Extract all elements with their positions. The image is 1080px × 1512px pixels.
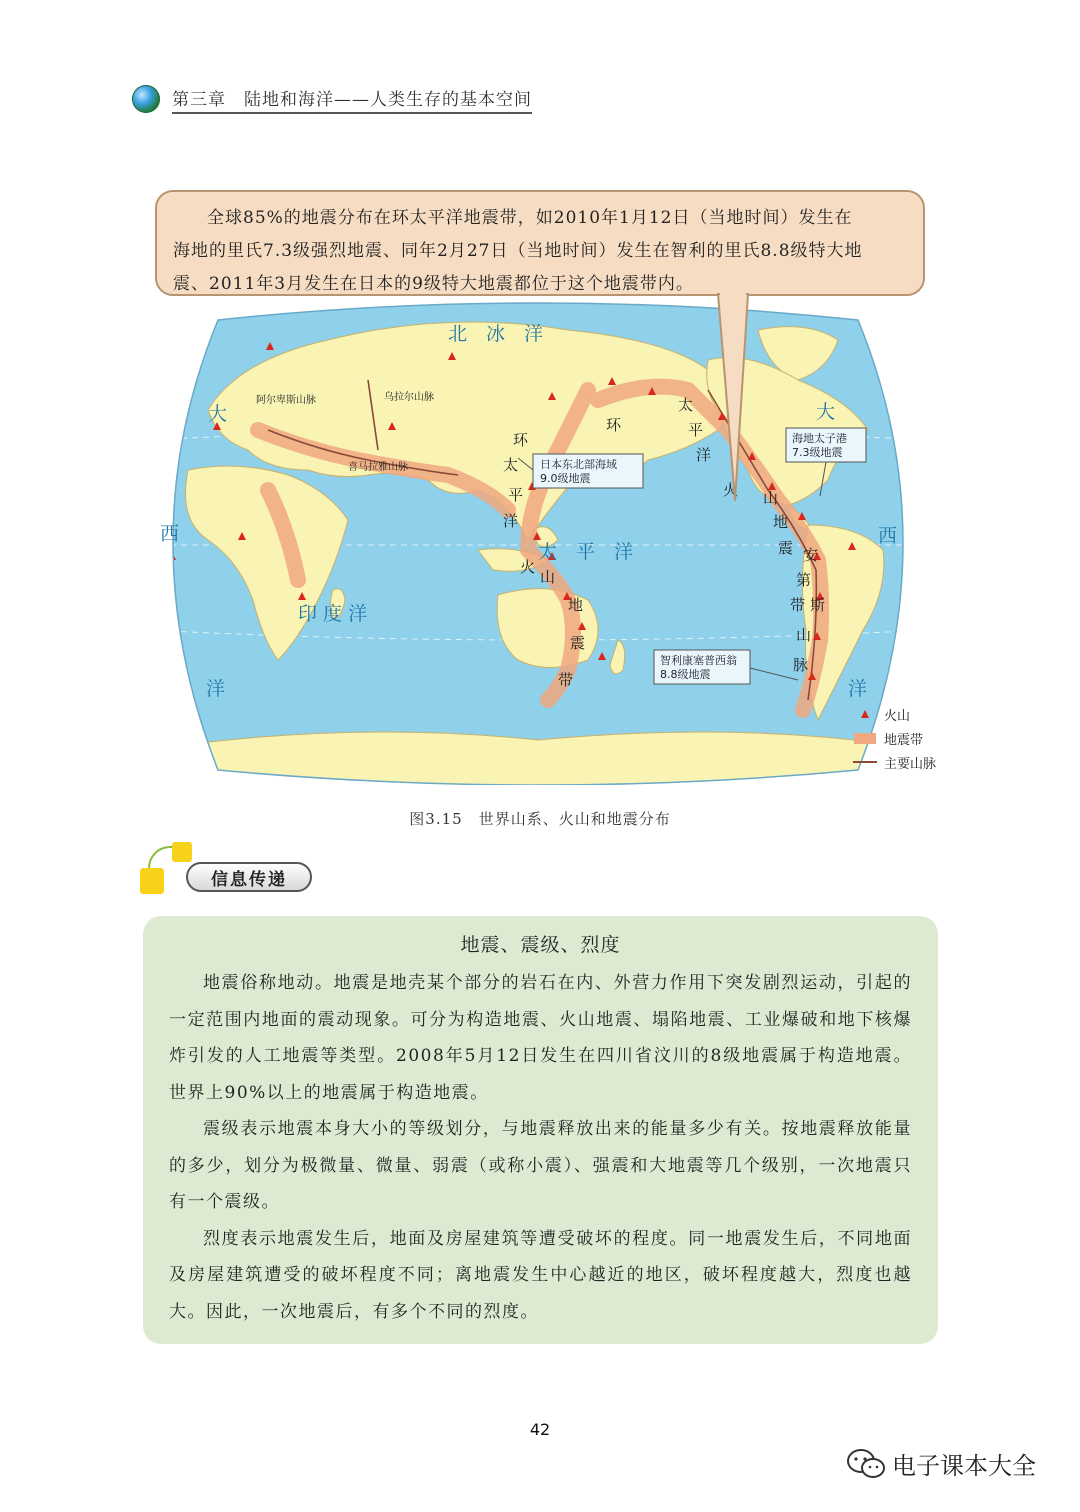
figure-caption: 图3.15 世界山系、火山和地震分布: [409, 810, 671, 828]
legend-mountain-label: 主要山脉: [884, 756, 937, 772]
callout-line: 海地的里氏7.3级强烈地震、同年2月27日（当地时间）发生在智利的里氏8.8级特大地: [173, 241, 863, 261]
chapter-title: 第三章 陆地和海洋——人类生存的基本空间: [172, 85, 532, 114]
yellow-square-icon: [140, 868, 164, 894]
belt-swatch-icon: [854, 733, 876, 744]
event-japan-line2: 9.0级地震: [540, 472, 591, 485]
page-number: 42: [529, 1420, 551, 1439]
mountain-line-icon: [853, 761, 877, 763]
belt-label-w: 太: [503, 456, 519, 474]
ural-label: 乌拉尔山脉: [384, 392, 434, 403]
info-section-label: [140, 840, 330, 900]
legend-volcano-label: 火山: [884, 708, 911, 724]
belt-label-w: 洋: [503, 512, 519, 530]
map-label-arctic: 北 冰 洋: [448, 323, 544, 345]
belt-label-e: 地: [773, 513, 789, 531]
legend-volcano: [852, 702, 962, 726]
himalaya-label: 喜马拉雅山脉: [348, 462, 408, 473]
event-haiti-line2: 7.3级地震: [792, 446, 843, 459]
info-paragraph: 震级表示地震本身大小的等级划分，与地震释放出来的能量多少有关。按地震释放能量的多少，划分为极微量、微量、弱震（或称小震）、强震和大地震等几个级别，一次地震只有一个震级。: [169, 1119, 912, 1212]
belt-label-w: 环: [513, 431, 529, 449]
belt-label-w: 平: [508, 486, 524, 504]
legend-belt-label: 地震带: [884, 732, 924, 748]
legend-mountain: [852, 750, 962, 774]
info-label-pill: 信息传递: [186, 862, 312, 892]
map-label-atlantic-e-1: 大: [816, 401, 836, 423]
andes-label: 山: [796, 626, 812, 644]
info-title: 地震、震级、烈度: [460, 934, 621, 956]
belt-label-e: 带: [790, 596, 806, 614]
andes-label: 第: [796, 571, 812, 589]
info-paragraph: 烈度表示地震发生后，地面及房屋建筑等遭受破坏的程度。同一地震发生后，不同地面及房屋建筑遭受的破坏程度不同；离地震发生中心越近的地区，破坏程度越大，烈度也越大。因此，一次地震后，有多个不同的烈度。: [169, 1228, 912, 1322]
belt-label-e: 洋: [696, 446, 712, 464]
andes-label: 斯: [810, 596, 826, 614]
event-chile-line2: 8.8级地震: [660, 668, 711, 681]
belt-label-w: 地: [568, 596, 584, 614]
chat-bubble-icon: [846, 1448, 886, 1480]
belt-label-e: 平: [688, 421, 704, 439]
belt-label-e: 震: [778, 539, 794, 557]
andes-label: 脉: [793, 656, 809, 674]
belt-label-e: 火: [723, 481, 739, 499]
map-label-atlantic-n-2: 西: [160, 523, 180, 545]
map-label-pacific: 太 平 洋: [538, 541, 634, 563]
watermark: [846, 1446, 1036, 1481]
map-label-indian: 印 度 洋: [298, 603, 368, 625]
belt-label-e: 环: [606, 416, 622, 434]
volcano-icon: [861, 710, 869, 718]
map-label-atlantic-s: 洋: [206, 678, 226, 700]
callout-line: 震、2011年3月发生在日本的9级特大地震都位于这个地震带内。: [173, 274, 694, 294]
event-haiti-line1: 海地太子港: [792, 432, 847, 445]
callout-tail: [0, 0, 1080, 520]
map-legend: [852, 702, 962, 774]
map-label-atlantic-e-2: 西: [878, 525, 898, 547]
andes-label: 安: [803, 546, 819, 564]
watermark-text: 电子课本大全: [892, 1452, 1036, 1480]
legend-belt: [852, 726, 962, 750]
event-chile-line1: 智利康塞普西翁: [660, 654, 737, 667]
info-box: [143, 916, 938, 1344]
callout-line: 全球85%的地震分布在环太平洋地震带，如2010年1月12日（当地时间）发生在: [207, 208, 853, 228]
belt-label-w: 震: [570, 634, 586, 652]
event-japan-line1: 日本东北部海域: [540, 458, 617, 471]
belt-label-e: 山: [763, 489, 779, 507]
map-label-atlantic-n-1: 大: [208, 403, 228, 425]
belt-label-e: 太: [678, 396, 694, 414]
belt-label-w: 山: [540, 568, 556, 586]
info-paragraph: 地震俗称地动。地震是地壳某个部分的岩石在内、外营力作用下突发剧烈运动，引起的一定范围内地面的震动现象。可分为构造地震、火山地震、塌陷地震、工业爆破和地下核爆炸引发的人工地震等类型。2008年5月12日发生在四川省汶川的8级地震属于构造地震。世界上90%以上的地震属于构造地震。: [169, 973, 912, 1103]
belt-label-w: 带: [558, 671, 574, 689]
belt-label-w: 火: [520, 558, 536, 576]
map-label-atlantic-e-3: 洋: [848, 678, 868, 700]
alps-label: 阿尔卑斯山脉: [256, 395, 316, 406]
yellow-square-icon: [172, 842, 192, 862]
